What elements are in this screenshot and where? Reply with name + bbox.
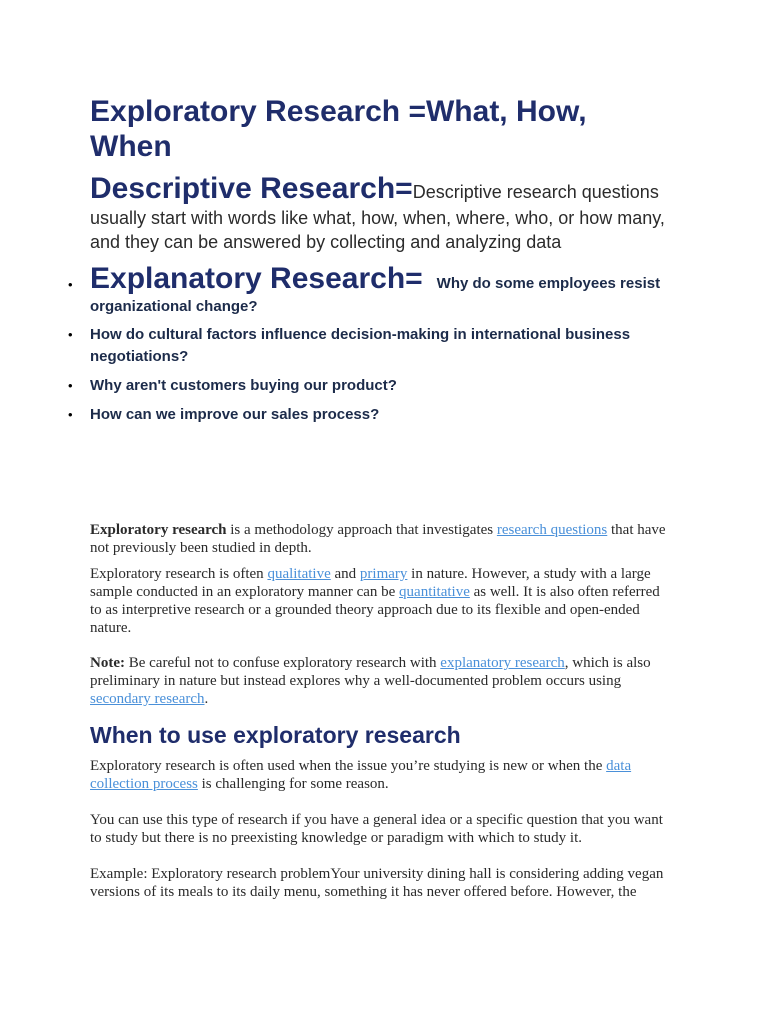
question-text: Why do some employees resist organizational change?	[90, 275, 661, 315]
when-paragraph	[90, 757, 675, 793]
qualitative-paragraph	[90, 565, 675, 637]
paragraph-text: in nature. However, a study with a large sample conducted in an exploratory manner can be	[90, 566, 651, 600]
list-item: • How can we improve our sales process?	[68, 404, 678, 426]
primary-link[interactable]: primary	[359, 566, 408, 582]
data-collection-link[interactable]: data collection process	[90, 758, 632, 792]
paragraph-text: .	[204, 691, 209, 707]
descriptive-text: Descriptive research questions usually start with words like what, how, when, where, who, or how many, and they can be answered by collecting and analyzing data	[90, 182, 665, 252]
descriptive-heading: Descriptive Research=	[90, 172, 413, 205]
paragraph-text: Be careful not to confuse exploratory research with	[124, 655, 441, 671]
section-heading: When to use exploratory research	[90, 722, 461, 748]
paragraph-text: as well. It is also often referred to as interpretive research or a grounded theory approach due to its flexible and open-ended nature.	[90, 584, 660, 636]
general-idea-paragraph: You can use this type of research if you have a general idea or a specific question that you want to study but there is no preexisting knowledge or paradigm with which to study it.	[90, 812, 663, 846]
list-item: • Why aren't customers buying our product?	[68, 375, 678, 397]
explanatory-heading: Explanatory Research=	[90, 262, 423, 295]
paragraph-text: and	[330, 566, 360, 582]
paragraph-text: , which is also preliminary in nature but instead explores why a well-documented problem occurs using	[90, 655, 651, 689]
research-questions-link[interactable]: research questions	[496, 522, 608, 538]
paragraph-text: is challenging for some reason.	[197, 776, 389, 792]
descriptive-research-block	[90, 172, 690, 254]
paragraph-text: Exploratory research is often used when the issue you’re studying is new or when the	[90, 758, 607, 774]
bold-term: Exploratory research	[90, 522, 227, 538]
secondary-research-link[interactable]: secondary research	[90, 691, 205, 707]
list-item	[68, 262, 678, 318]
paragraph-text: that have not previously been studied in depth.	[90, 522, 666, 556]
qualitative-link[interactable]: qualitative	[267, 566, 331, 582]
paragraph-text: Exploratory research is often	[90, 566, 268, 582]
note-paragraph	[90, 654, 675, 708]
page-title: Exploratory Research =What, How, When	[90, 95, 587, 163]
note-label: Note:	[90, 655, 125, 671]
intro-paragraph	[90, 521, 675, 557]
list-item: • How do cultural factors influence decision-making in international business negotiations?	[68, 324, 678, 368]
example-paragraph: Example: Exploratory research problemYour university dining hall is considering adding vegan versions of its meals to its daily menu, something it has never offered before. However, the	[90, 866, 664, 900]
quantitative-link[interactable]: quantitative	[399, 584, 470, 600]
explanatory-research-link[interactable]: explanatory research	[440, 655, 565, 671]
paragraph-text: is a methodology approach that investigates	[226, 522, 497, 538]
explanatory-question-list	[68, 262, 678, 433]
